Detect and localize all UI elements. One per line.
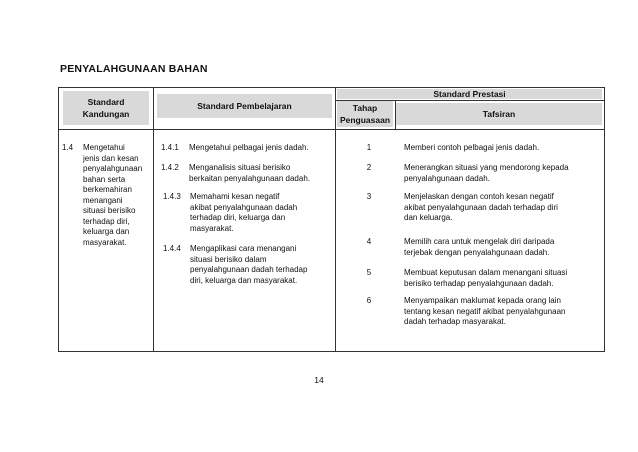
tahap-value: 2 — [366, 163, 372, 172]
header-standard-prestasi: Standard Prestasi — [337, 89, 602, 99]
tafsiran-text: Menjelaskan dengan contoh kesan negatif akibat penyalahgunaan dadah terhadap diri dan keluarga. — [404, 192, 558, 222]
tahap-value: 6 — [366, 296, 372, 305]
pembelajaran-number: 1.4.4 — [163, 244, 181, 253]
header-standard-kandungan: Standard Kandungan — [63, 91, 149, 125]
tafsiran-text: Membuat keputusan dalam menangani situasi berisiko terhadap penyalahgunaan dadah. — [404, 268, 568, 288]
header-tahap-penguasaan: Tahap Penguasaan — [337, 101, 393, 127]
pembelajaran-text: Mengaplikasi cara menangani situasi berisiko dalam penyalahgunaan dadah terhadap diri, keluarga dan masyarakat. — [190, 244, 308, 285]
page-number: 14 — [314, 375, 324, 385]
kandungan-number: 1.4 — [62, 143, 74, 152]
tafsiran-text: Memilih cara untuk mengelak diri daripada terjebak dengan penyalahgunaan dadah. — [404, 237, 555, 257]
tahap-value: 1 — [366, 143, 372, 152]
pembelajaran-number: 1.4.2 — [161, 163, 179, 172]
pembelajaran-text: Menganalisis situasi berisiko berkaitan penyalahgunaan dadah. — [189, 163, 310, 183]
tafsiran-text: Menyampaikan maklumat kepada orang lain tentang kesan negatif akibat penyalahgunaan dadah terhadap masyarakat. — [404, 296, 566, 326]
pembelajaran-number: 1.4.1 — [161, 143, 179, 152]
header-divider — [59, 129, 604, 130]
page-title: PENYALAHGUNAAN BAHAN — [60, 63, 208, 75]
tafsiran-text: Memberi contoh pelbagai jenis dadah. — [404, 143, 540, 152]
pembelajaran-text: Mengetahui pelbagai jenis dadah. — [189, 143, 309, 152]
col-divider-3 — [395, 100, 396, 129]
tahap-value: 5 — [366, 268, 372, 277]
standards-table — [58, 87, 605, 352]
kandungan-text: Mengetahui jenis dan kesan penyalahgunaan bahan serta berkemahiran menangani situasi berisiko terhadap diri, keluarga dan masyarakat. — [83, 143, 143, 247]
header-tafsiran: Tafsiran — [396, 103, 602, 125]
col-divider-1 — [153, 88, 154, 351]
tahap-value: 4 — [366, 237, 372, 246]
tahap-value: 3 — [366, 192, 372, 201]
prestasi-divider — [335, 100, 604, 101]
tafsiran-text: Menerangkan situasi yang mendorong kepada penyalahgunaan dadah. — [404, 163, 569, 183]
pembelajaran-number: 1.4.3 — [163, 192, 181, 201]
col-divider-2 — [335, 88, 336, 351]
pembelajaran-text: Memahami kesan negatif akibat penyalahgunaan dadah terhadap diri, keluarga dan masyarakat. — [190, 192, 298, 233]
header-standard-pembelajaran: Standard Pembelajaran — [157, 94, 332, 118]
